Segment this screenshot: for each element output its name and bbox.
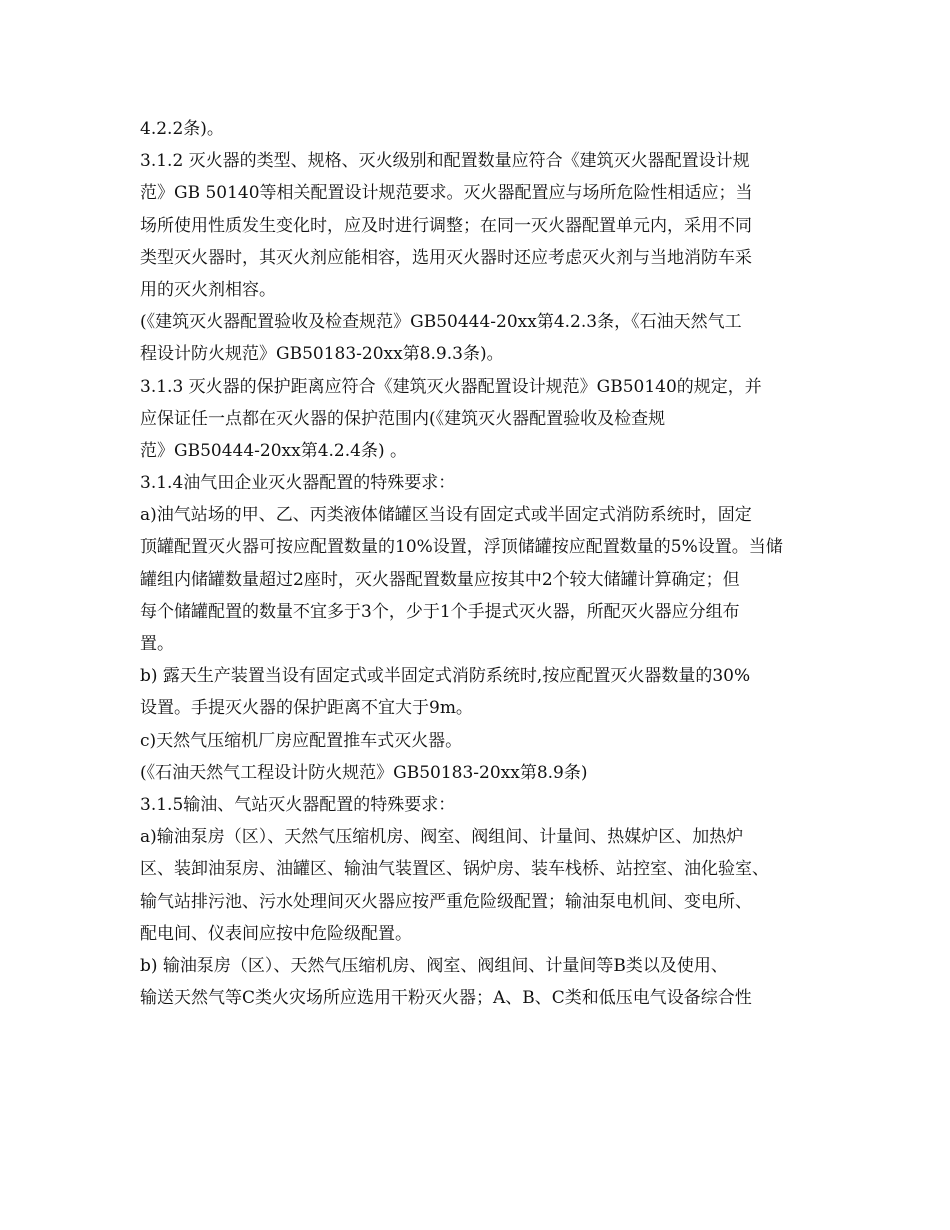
text-line: 3.1.2 灭火器的类型、规格、灭火级别和配置数量应符合《建筑灭火器配置设计规 — [140, 151, 750, 172]
text-line: 输送天然气等C类火灾场所应选用干粉灭火器；A、B、C类和低压电气设备综合性 — [140, 988, 752, 1009]
text-line: b) 输油泵房（区）、天然气压缩机房、阀室、阀组间、计量间等B类以及使用、 — [140, 955, 728, 976]
text-line: 4.2.2条)。 — [140, 119, 224, 139]
text-line: (《建筑灭火器配置验收及检查规范》GB50444-20xx第4.2.3条，《石油天然气工 — [140, 312, 742, 333]
text-line: 罐组内储罐数量超过2座时，灭火器配置数量应按其中2个较大储罐计算确定；但 — [140, 569, 740, 590]
text-line: 场所使用性质发生变化时，应及时进行调整；在同一灭火器配置单元内，采用不同 — [140, 215, 752, 236]
text-line: 置。 — [140, 634, 174, 654]
text-line: 类型灭火器时，其灭火剂应能相容，选用灭火器时还应考虑灭火剂与当地消防车采 — [140, 247, 752, 268]
text-line: 每个储罐配置的数量不宜多于3个，少于1个手提式灭火器，所配灭火器应分组布 — [140, 601, 740, 622]
body-text — [140, 113, 820, 1014]
text-line: b) 露天生产装置当设有固定式或半固定式消防系统时,按应配置灭火器数量的30% — [140, 666, 751, 687]
text-line: 范》GB 50140等相关配置设计规范要求。灭火器配置应与场所危险性相适应；当 — [140, 183, 753, 204]
text-line: 应保证任一点都在灭火器的保护范围内(《建筑灭火器配置验收及检查规 — [140, 408, 666, 429]
text-line: 3.1.4油气田企业灭火器配置的特殊要求： — [140, 473, 456, 494]
text-line: 区、装卸油泵房、油罐区、输油气装置区、锅炉房、装车栈桥、站控室、油化验室、 — [140, 859, 769, 880]
text-line: 程设计防火规范》GB50183-20xx第8.9.3条)。 — [140, 344, 504, 365]
text-line: 3.1.3 灭火器的保护距离应符合《建筑灭火器配置设计规范》GB50140的规定，并 — [140, 376, 762, 397]
text-line: 配电间、仪表间应按中危险级配置。 — [140, 923, 412, 944]
text-line: c)天然气压缩机厂房应配置推车式灭火器。 — [140, 730, 463, 751]
text-line: a)输油泵房（区）、天然气压缩机房、阀室、阀组间、计量间、热媒炉区、加热炉 — [140, 827, 744, 848]
text-line: 设置。手提灭火器的保护距离不宜大于9m。 — [140, 698, 473, 719]
text-line: a)油气站场的甲、乙、丙类液体储罐区当设有固定式或半固定式消防系统时，固定 — [140, 505, 752, 526]
text-line: (《石油天然气工程设计防火规范》GB50183-20xx第8.9条) — [140, 762, 588, 783]
text-line: 用的灭火剂相容。 — [140, 279, 276, 300]
text-line: 顶罐配置灭火器可按应配置数量的10%设置，浮顶储罐按应配置数量的5%设置。当储 — [140, 537, 783, 558]
text-line: 范》GB50444-20xx第4.2.4条) 。 — [140, 440, 407, 461]
text-line: 输气站排污池、污水处理间灭火器应按严重危险级配置；输油泵电机间、变电所、 — [140, 891, 752, 912]
text-line: 3.1.5输油、气站灭火器配置的特殊要求： — [140, 794, 456, 815]
